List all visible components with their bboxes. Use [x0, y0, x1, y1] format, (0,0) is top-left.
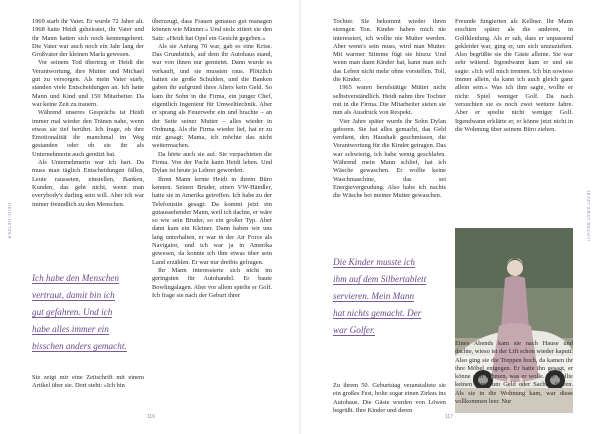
paragraph: 1965 waren berufstätige Mütter nicht selbstverständlich. Heidi nahm ihre Tochter mit in die Firma. Die Mitarbeiter sieten sie nun als Ausdruck von Respekt.: [333, 84, 446, 117]
quote-line: Ich habe den Menschen: [32, 273, 119, 283]
paragraph: Zu ihrem 50. Geburtstag veranstaltete sie ein großes Fest, holte sogar einen Zirkus ins Autohaus. Die Gäste wurden von Löwen begrüßt. Ihre Kinder und deren: [333, 382, 446, 414]
paragraph: Eines Abends kam sie nach Hause und dachte, wieso ist der Lift schon wieder kaputt. Also ging sie die Treppen hoch, da kamen ihr ihre Möbel entgegen. Er hatte ihn gesagt, er könne sich nehmen, was er wolle. Sie wollte keinen Streit um Geld oder Sachen führen. Als sie in die Wohnung kam, war diese vollkommen leer. Nur: [455, 340, 574, 406]
quote-line: Die Kinder musste ich: [333, 257, 415, 267]
paragraph: Tochter. Sie bekommt wieder ihren strengen Ton. Kinder haben mich nie interessiert, ich wollte nie Mutter werden. Aber wenn's sein muss, wird man Mutter. Mit warmer Stimme fügt sie hinzu: Und wenn man dann Kinder hat, kann man sich das Leben nicht mehr ohne vorstellen. Toll, die Kinder.: [333, 18, 446, 84]
paragraph: Als Unternehmerin war ich hart. Da muss man täglich Entscheidungen fällen, Leute rausseten, einstellen, Banken, Kunden, das geht nicht, wenn man everybody's darling sein will. Aber ich war immer freundlich zu den Menschen.: [32, 159, 144, 208]
quote-line: bisschen anders gemacht.: [32, 341, 127, 351]
left-column-2: [152, 18, 272, 300]
quote-line: vertraut, damit bin ich: [32, 290, 115, 300]
left-column-1-bottom: [32, 374, 144, 391]
paragraph: Ihr Mann interessierte sich nicht im geringsten für Autohandel. Er baute Bowlingalagen. Aber vor allem spielte er Golf. Ich frage sie nach der Geburt ihrer: [152, 266, 272, 299]
right-column-2: [455, 18, 573, 134]
paragraph: Freunde fungierten als Kellner. Ihr Mann erschien später als die anderen, in Golfkleidung. Als er sah, dass er unpassend gekleidet war, ging er, um sich umzuziehen. Also begrüßte sie die Gäste alleine. Sie war sehr wütend. Irgendwann kam er und sie sagte: »Ich will mich trennen. Ich bin sowieso immer allein, da kann ich auch gleich ganz allein sein.« Was ich ihm sagte, wollte er nicht: Spiel weniger Golf. Da nach versuchten sie es noch zwei weitere Jahre. Aber er spielte nicht weniger Golf. Irgendwann erklärte er, er könne jetzt nicht in die Wohnung über seinem Büro ziehen.: [455, 18, 573, 133]
pull-quote-left: [32, 270, 150, 355]
page-number-left: 116: [147, 414, 155, 420]
running-head-left: HEIDI HETZER: [7, 203, 12, 240]
running-head-right: JETZT ERST RECHT!: [586, 190, 591, 242]
quote-line: ihm auf dem Silbertablett: [333, 274, 427, 284]
paragraph: Vor seinem Tod übertrug er Heidi die Verantwortung, ihre Mutter und Michael gut zu versorgen. Als mein Vater starb, standen viele Entscheidungen an. Ich hatte Mann und Kind und 150 Mitarbeiter. Da war keine Zeit zu trauern.: [32, 59, 144, 108]
paragraph: Vier Jahre später wurde ihr Sohn Dylan geboren. Sie hat alles gemacht, das Geld verdient, den Haushalt geschmissen, die Verantwortung für die Kinder getragen. Das war schwierig, ich habe wenig geschlafen. Während mein Mann schlief, hat ich Wäsche gewaschen. Er wollte keine Waschmaschine, das sei Energievergeudung. Also habe ich nachts die Wäsche bei meiner Mutter gewaschen.: [333, 117, 446, 200]
quote-line: war Golfer.: [333, 325, 375, 335]
quote-line: habe alles immer ein: [32, 324, 109, 334]
right-column-1-bottom: [333, 382, 446, 415]
right-column-2-bottom: [455, 340, 573, 406]
paragraph: Als sie Anfang 70 war, gab es eine Krise. Das Grundstück, auf dem ihr Autohaus stand, war von ihnen nur gemietet. Dann wurde es verkauft, und sie mussten raus. Plötzlich hatten sie große Schulden, und die Banken gaben ihr aufgrund ihres Alters kein Geld. So kam ihr Sohn in die Firma, ein junger Chef, eigentlich Ingenieur für Umwelttechnik. Aber er sprang als Feuerwehr ein und brachte – an der Seite seiner Mutter – alles wieder in Ordnung. Als die Firma wieder lief, hat er zu mir gesagt: Mama, ich möchte das nicht weitermachen.: [152, 42, 272, 150]
quote-line: servieren. Mein Mann: [333, 291, 415, 301]
page-number-right: 117: [445, 414, 453, 420]
paragraph: Da hörte auch sie auf. Sie verpachteten die Firma. Von der Pacht kann Heidi leben. Und Dylan ist heute ja Lehrer geworden.: [152, 150, 272, 175]
paragraph: Ihren Mann lernte Heidi in ihrem Büro kennen. Seinen Bruder, einen VW-Händler, hatte sie in Amerika getroffen. Ich habe zu der Telefonistin gesagt: Da kommt jetzt ein gutaussehender Mann, weil ich dachte, er wäre so wie sein Bruder, so ein großer Typ. Aber dann kam ein Kleiner. Dann haben wir uns lang unterhalten, er war in der Air Force als Navigator, und ich war ja in Amerika gewesen, da konnte ich ihm etwas über sein Land erzählen. Er war nur dreibis gefragen.: [152, 175, 272, 266]
paragraph: 1969 starb ihr Vater. Er wurde 72 Jahre alt. 1968 hatte Heidi geheiratet, ihr Vater und ihr Mann hatten sich noch kennengelernt. Die Vater war auch noch ein Jahr lang der Großvater der kleinen Marla gewesen.: [32, 18, 144, 59]
quote-line: gut gefahren. Und ich: [32, 307, 113, 317]
gutter: [299, 0, 301, 434]
quote-line: hat nichts gemacht. Der: [333, 308, 422, 318]
paragraph: Sie zeigt mir eine Zeitschrift mit einem Artikel über sie. Dort steht: »Ich bin: [32, 374, 144, 390]
left-column-1: [32, 18, 144, 209]
paragraph: Während unseres Gesprächs ist Heidi immer mal wieder den Tränen nahe, wenn etwas sie tief berührt. Ich frage, ob ihre Emotionalität ihr manchmal im Weg gestanden oder ob sie ihr als Unternehmerin auch genützt hat.: [32, 109, 144, 158]
right-column-1: [333, 18, 446, 201]
paragraph: überzeugt, dass Frauen genauso gut managen können wie Männer.« Und stolz zitiert sie den Satz: »Heidi hat Opel ein Gesicht gegeben.«: [152, 18, 272, 42]
pull-quote-right: [333, 254, 451, 339]
